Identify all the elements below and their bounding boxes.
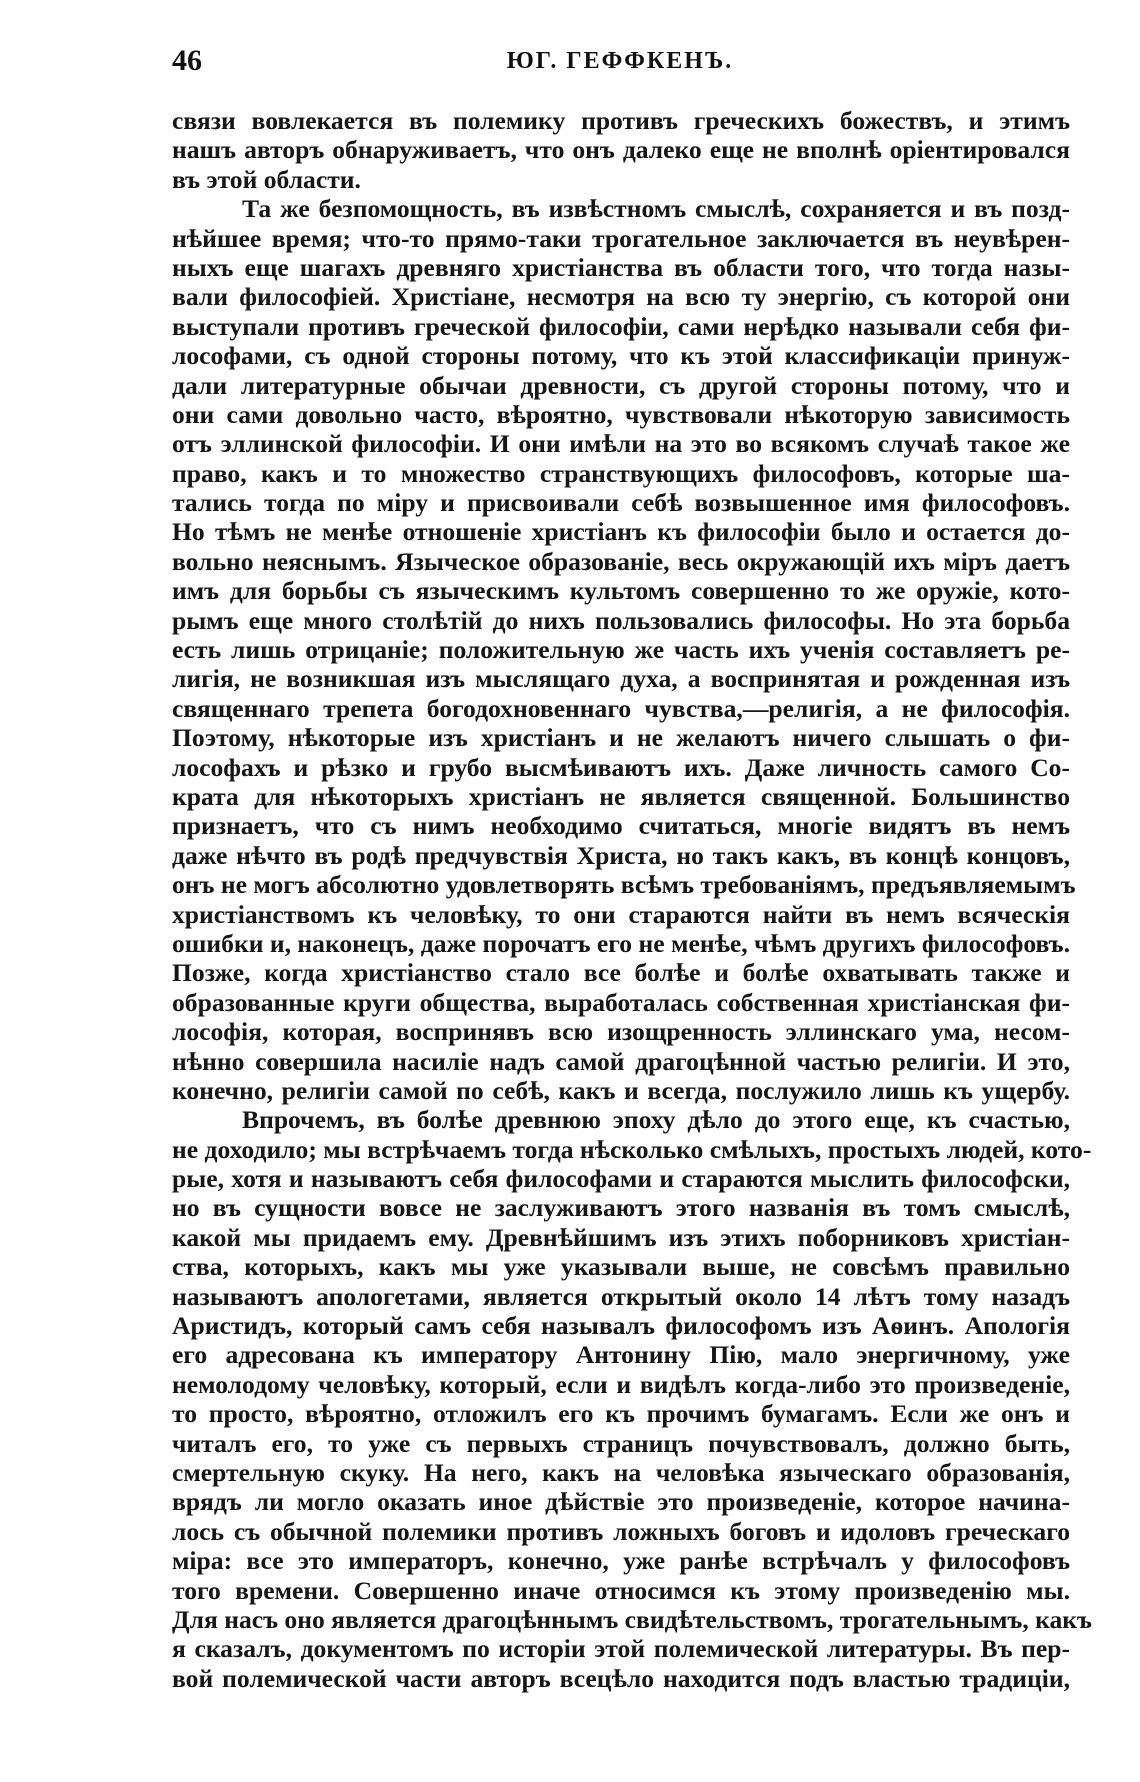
text-line: вольно неяснымъ. Языческое образованіе, весь окружающій ихъ міръ даетъ: [172, 546, 1070, 576]
text-line: лософія, которая, воспринявъ всю изощренность эллинскаго ума, несом-: [172, 1017, 1070, 1047]
text-line: нѣйшее время; что-то прямо-таки трогательное заключается въ неувѣрен-: [172, 223, 1070, 253]
text-line: отъ эллинской философіи. И они имѣли на это во всякомъ случаѣ такое же: [172, 429, 1070, 459]
text-line: не доходило; мы встрѣчаемъ тогда нѣсколько смѣлыхъ, простыхъ людей, кото-: [172, 1134, 1092, 1164]
text-line: ства, которыхъ, какъ мы уже указывали выше, не совсѣмъ правильно: [172, 1252, 1070, 1282]
text-line: имъ для борьбы съ языческимъ культомъ совершенно то же оружіе, кото-: [172, 576, 1070, 606]
text-line: право, какъ и то множество странствующихъ философовъ, которые ша-: [172, 458, 1070, 488]
text-line: читалъ его, то уже съ первыхъ страницъ почувствовалъ, должно быть,: [172, 1428, 1070, 1458]
text-line: рые, хотя и называютъ себя философами и стараются мыслить философски,: [172, 1164, 1070, 1194]
text-line: его адресована къ императору Антонину Пію, мало энергичному, уже: [172, 1340, 1070, 1370]
text-line: признаетъ, что съ нимъ необходимо считаться, многіе видятъ въ немъ: [172, 811, 1070, 841]
text-line: Та же безпомощность, въ извѣстномъ смыслѣ, сохраняется и въ позд-: [242, 194, 1070, 224]
text-line: Впрочемъ, въ болѣе древнюю эпоху дѣло до этого еще, къ счастью,: [242, 1105, 1070, 1135]
body-text: [172, 106, 1092, 1693]
text-line: онъ не могъ абсолютно удовлетворять всѣмъ требованіямъ, предъявляемымъ: [172, 870, 1076, 900]
text-line: рымъ еще много столѣтій до нихъ пользовались философы. Но эта борьба: [172, 605, 1070, 635]
text-line: лософами, съ одной стороны потому, что къ этой классификаціи принуж-: [172, 341, 1070, 371]
text-line: они сами довольно часто, вѣроятно, чувствовали нѣкоторую зависимость: [172, 399, 1070, 429]
text-line: крата для нѣкоторыхъ христіанъ не является священной. Большинство: [172, 781, 1070, 811]
text-line: вали философіей. Христіане, несмотря на всю ту энергію, съ которой они: [172, 282, 1070, 312]
text-line: образованные круги общества, выработалась собственная христіанская фи-: [172, 987, 1070, 1017]
text-line: вой полемической части авторъ всецѣло находится подъ властью традиціи,: [172, 1663, 1070, 1693]
text-line: какой мы придаемъ ему. Древнѣйшимъ изъ этихъ поборниковъ христіан-: [172, 1222, 1070, 1252]
text-line: выступали противъ греческой философіи, сами нерѣдко называли себя фи-: [172, 311, 1070, 341]
text-line: лигія, не возникшая изъ мыслящаго духа, а воспринятая и рожденная изъ: [172, 664, 1070, 694]
text-line: врядъ ли могло оказать иное дѣйствіе это произведеніе, которое начина-: [172, 1487, 1070, 1517]
text-line: нашъ авторъ обнаруживаетъ, что онъ далеко еще не вполнѣ оріентировался: [172, 135, 1070, 165]
text-line: смертельную скуку. На него, какъ на человѣка языческаго образованія,: [172, 1457, 1070, 1487]
text-line: міра: все это императоръ, конечно, уже ранѣе встрѣчалъ у философовъ: [172, 1546, 1070, 1576]
text-line: тались тогда по міру и присвоивали себѣ возвышенное имя философовъ.: [172, 488, 1070, 518]
text-line: немолодому человѣку, который, если и видѣлъ когда-либо это произведеніе,: [172, 1369, 1070, 1399]
page-number: 46: [172, 44, 202, 77]
text-line: Аристидъ, который самъ себя называлъ философомъ изъ Аѳинъ. Апологія: [172, 1311, 1070, 1341]
text-line: есть лишь отрицаніе; положительную же часть ихъ ученія составляетъ ре-: [172, 635, 1070, 665]
text-line: въ этой области.: [172, 164, 361, 194]
text-line: я сказалъ, документомъ по исторіи этой полемической литературы. Въ пер-: [172, 1634, 1070, 1664]
text-line: даже нѣчто въ родѣ предчувствія Христа, но такъ какъ, въ концѣ концовъ,: [172, 840, 1070, 870]
text-line: дали литературные обычаи древности, съ другой стороны потому, что и: [172, 370, 1070, 400]
text-line: то просто, вѣроятно, отложилъ его къ прочимъ бумагамъ. Если же онъ и: [172, 1399, 1070, 1429]
text-line: ошибки и, наконецъ, даже порочатъ его не менѣе, чѣмъ другихъ философовъ.: [172, 928, 1070, 958]
text-line: лософахъ и рѣзко и грубо высмѣиваютъ ихъ. Даже личность самого Со-: [172, 752, 1070, 782]
text-line: называютъ апологетами, является открытый около 14 лѣтъ тому назадъ: [172, 1281, 1070, 1311]
text-line: ныхъ еще шагахъ древняго христіанства въ области того, что тогда назы-: [172, 252, 1070, 282]
text-line: Для насъ оно является драгоцѣннымъ свидѣтельствомъ, трогательнымъ, какъ: [172, 1604, 1092, 1634]
text-line: христіанствомъ къ человѣку, то они стараются найти въ немъ всяческія: [172, 899, 1070, 929]
text-line: Поэтому, нѣкоторые изъ христіанъ и не желаютъ ничего слышать о фи-: [172, 723, 1070, 753]
text-line: конечно, религіи самой по себѣ, какъ и всегда, послужило лишь къ ущербу.: [172, 1075, 1070, 1105]
text-line: священнаго трепета богодохновеннаго чувства,—религія, а не философія.: [172, 693, 1070, 723]
text-line: Но тѣмъ не менѣе отношеніе христіанъ къ философіи было и остается до-: [172, 517, 1070, 547]
page-header: [172, 44, 1068, 84]
text-line: нѣнно совершила насиліе надъ самой драгоцѣнной частью религіи. И это,: [172, 1046, 1070, 1076]
running-head: ЮГ. ГЕФФКЕНЪ.: [506, 48, 734, 74]
text-line: Позже, когда христіанство стало все болѣе и болѣе охватывать также и: [172, 958, 1070, 988]
text-line: связи вовлекается въ полемику противъ греческихъ божествъ, и этимъ: [172, 106, 1070, 135]
text-line: того времени. Совершенно иначе относимся къ этому произведенію мы.: [172, 1575, 1070, 1605]
text-line: но въ сущности вовсе не заслуживаютъ этого названія въ томъ смыслѣ,: [172, 1193, 1070, 1223]
text-line: лось съ обычной полемики противъ ложныхъ боговъ и идоловъ греческаго: [172, 1516, 1070, 1546]
